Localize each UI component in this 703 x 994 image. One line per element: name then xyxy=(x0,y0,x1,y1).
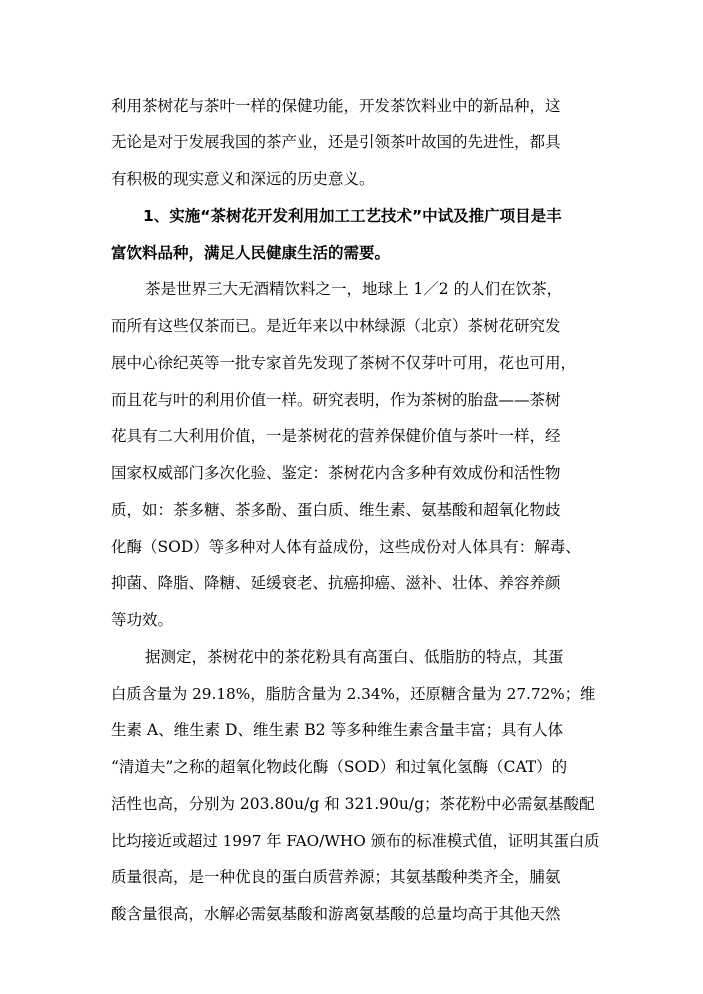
section-heading: 1、实施“茶树花开发利用加工工艺技术”中试及推广项目是丰 xyxy=(143,207,562,225)
text-line: 而且花与叶的利用价值一样。研究表明，作为茶树的胎盘——茶树 xyxy=(111,391,561,409)
text-line: 生素 A、维生素 D、维生素 B2 等多种维生素含量丰富；具有人体 xyxy=(111,721,564,739)
text-line: 有积极的现实意义和深远的历史意义。 xyxy=(111,170,375,188)
text-line: 质量很高，是一种优良的蛋白质营养源；其氨基酸种类齐全，脯氨 xyxy=(111,868,561,886)
text-line: 而所有这些仅茶而已。是近年来以中林绿源（北京）茶树花研究发 xyxy=(111,317,561,335)
text-line: 质，如：茶多糖、茶多酚、蛋白质、维生素、氨基酸和超氧化物歧 xyxy=(111,501,561,519)
text-line: 酸含量很高，水解必需氨基酸和游离氨基酸的总量均高于其他天然 xyxy=(111,905,561,923)
text-line: 国家权威部门多次化验、鉴定：茶树花内含多种有效成份和活性物 xyxy=(111,464,561,482)
section-heading: 富饮料品种，满足人民健康生活的需要。 xyxy=(111,244,391,262)
text-line: 等功效。 xyxy=(111,611,174,629)
text-line: 无论是对于发展我国的茶产业，还是引领茶叶故国的先进性，都具 xyxy=(111,133,561,151)
text-line: 白质含量为 29.18%，脂肪含量为 2.34%，还原糖含量为 27.72%；维 xyxy=(111,685,596,703)
text-line: 比均接近或超过 1997 年 FAO/WHO 颁布的标准模式值，证明其蛋白质 xyxy=(111,832,600,850)
text-line: 展中心徐纪英等一批专家首先发现了茶树不仅芽叶可用，花也可用， xyxy=(111,354,577,372)
text-line: 化酶（SOD）等多种对人体有益成份，这些成份对人体具有：解毒、 xyxy=(111,538,581,556)
text-line: 据测定，茶树花中的茶花粉具有高蛋白、低脂肪的特点，其蛋 xyxy=(145,648,564,666)
text-line: 活性也高，分别为 203.80u/g 和 321.90u/g；茶花粉中必需氨基酸配 xyxy=(111,795,595,813)
text-line: 花具有二大利用价值，一是茶树花的营养保健价值与茶叶一样，经 xyxy=(111,427,561,445)
text-line: 抑菌、降脂、降糖、延缓衰老、抗癌抑癌、滋补、壮体、养容养颜 xyxy=(111,574,561,592)
text-line: “清道夫”之称的超氧化物歧化酶（SOD）和过氧化氢酶（CAT）的 xyxy=(111,758,568,776)
text-line: 茶是世界三大无酒精饮料之一，地球上 1／2 的人们在饮茶， xyxy=(145,280,563,298)
text-line: 利用茶树花与茶叶一样的保健功能，开发茶饮料业中的新品种，这 xyxy=(111,97,561,115)
